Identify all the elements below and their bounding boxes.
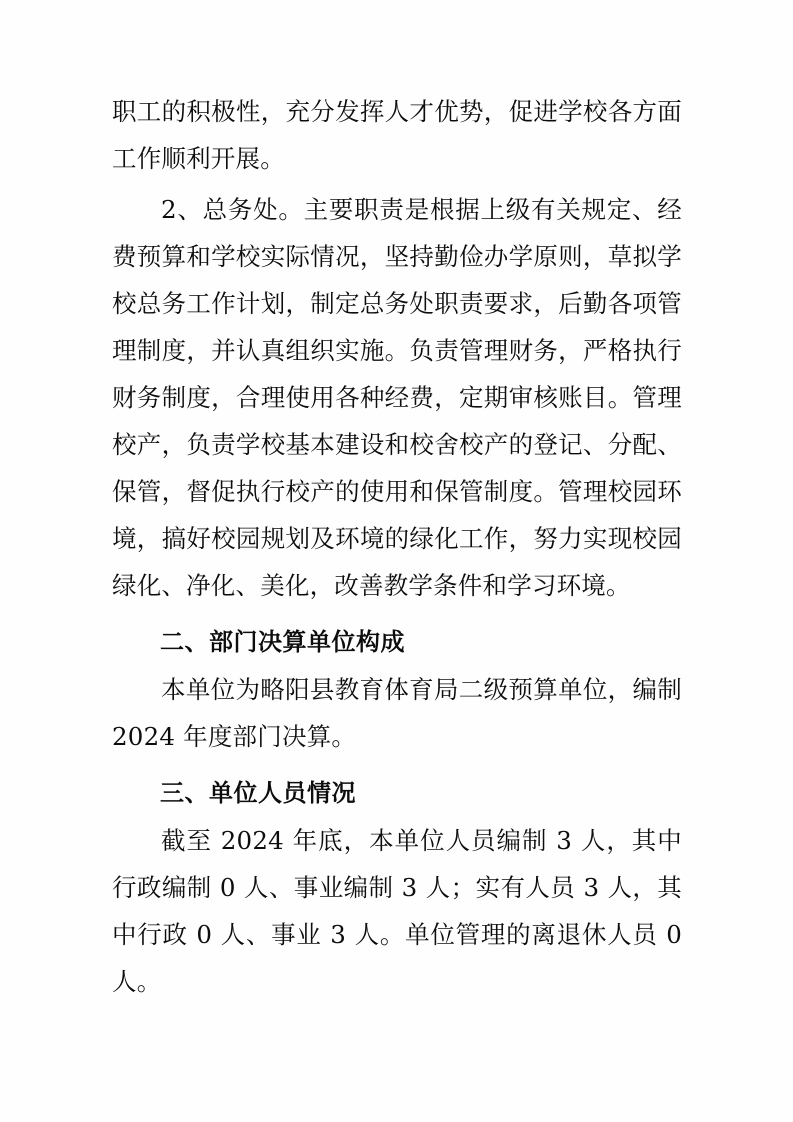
section-two-body: 本单位为略阳县教育体育局二级预算单位，编制 2024 年度部门决算。: [112, 675, 682, 751]
paragraph-continued: 职工的积极性，充分发挥人才优势，促进学校各方面工作顺利开展。: [112, 97, 682, 173]
section-three-body: 截至 2024 年底，本单位人员编制 3 人，其中行政编制 0 人、事业编制 3 人；实有人员 3 人，其中行政 0 人、事业 3 人。单位管理的离退休人员 0 人。: [112, 826, 682, 996]
spacer: [112, 760, 682, 770]
paragraph-general-affairs: 2、总务处。主要职责是根据上级有关规定、经费预算和学校实际情况，坚持勤俭办学原则，草拟学校总务工作计划，制定总务处职责要求，后勤各项管理制度，并认真组织实施。负责管理财务，严格执行财务制度，合理使用各种经费，定期审核账目。管理校产，负责学校基本建设和校舍校产的登记、分配、保管，督促执行校产的使用和保管制度。管理校园环境，搞好校园规划及环境的绿化工作，努力实现校园绿化、净化、美化，改善教学条件和学习环境。: [112, 195, 682, 600]
section-heading-two: 二、部门决算单位构成: [160, 628, 405, 656]
section-heading-three: 三、单位人员情况: [160, 779, 356, 807]
spacer: [112, 609, 682, 619]
document-body: [112, 88, 682, 1005]
